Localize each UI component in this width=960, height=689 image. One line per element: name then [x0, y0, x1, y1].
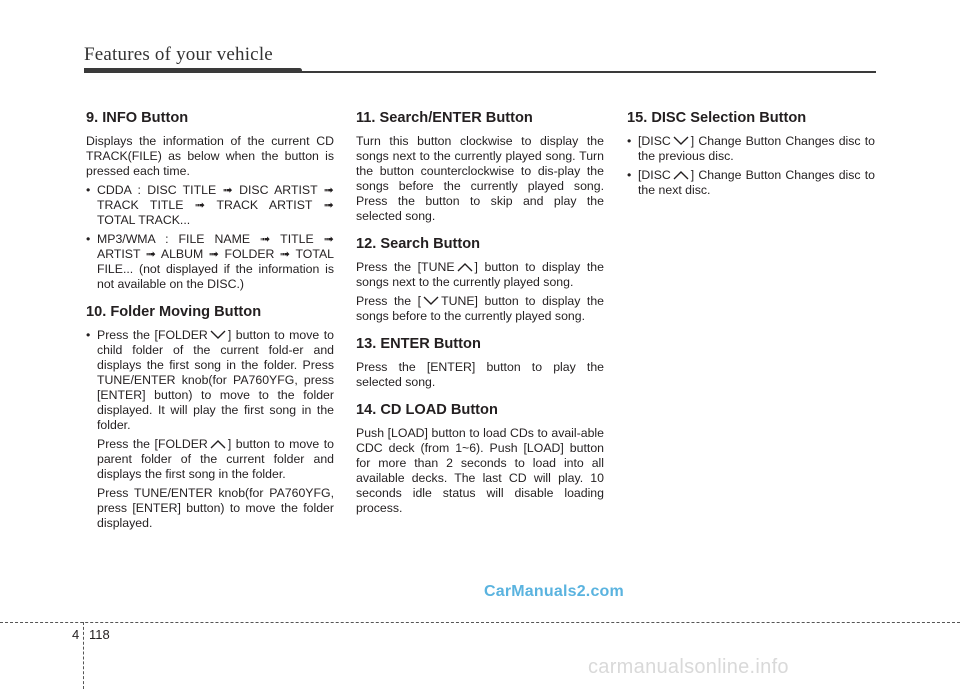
footer-divider	[83, 622, 84, 689]
section-15-bullet-prev-post: ] Change Button Changes disc to the previous disc.	[638, 134, 875, 163]
section-12-para-2	[356, 294, 604, 324]
section-15-bullet-prev	[627, 134, 875, 164]
column-3	[627, 110, 875, 202]
chevron-down-icon	[209, 330, 227, 340]
section-10-title: 10. Folder Moving Button	[86, 304, 262, 320]
section-15-bullet-next-pre: [DISC	[638, 168, 671, 182]
section-9-list	[86, 183, 334, 292]
section-10-bullet-post: ] button to move to child folder of the current fold-er and displays the first song in the folder. Press TUNE/ENTER knob(for PA760YFG, press [ENTER] button) to move to the folder displayed. It will play the first song in the folder.	[97, 328, 335, 432]
chevron-down-icon	[422, 296, 440, 306]
section-11-title: 11. Search/ENTER Button	[356, 110, 533, 126]
section-15-bullet-next	[627, 168, 875, 198]
section-10-list	[86, 328, 334, 433]
section-10-bullet-pre: Press the [FOLDER	[97, 328, 208, 342]
section-13-text: Press the [ENTER] button to play the selected song.	[356, 360, 604, 389]
header-rule-thin	[296, 71, 876, 73]
section-15-bullet-next-post: ] Change Button Changes disc to the next disc.	[638, 168, 875, 197]
footer-page-number: 118	[89, 627, 110, 642]
section-12-title: 12. Search Button	[356, 236, 481, 252]
section-10-bullet	[86, 328, 334, 433]
section-9-intro: Displays the information of the current CD TRACK(FILE) as below when the button is pressed each time.	[86, 134, 334, 178]
chevron-up-icon	[209, 439, 227, 449]
section-15-title: 15. DISC Selection Button	[627, 110, 807, 126]
section-12-para-1	[356, 260, 604, 290]
section-10-para-2-post: ] button to move to parent folder of the current folder and displays the first song in the folder.	[97, 437, 335, 481]
chevron-up-icon	[456, 262, 474, 272]
section-14-title: 14. CD LOAD Button	[356, 402, 498, 418]
section-9-bullet-mp3: • MP3/WMA : FILE NAME ➟ TITLE ➟ ARTIST ➟ ALBUM ➟ FOLDER ➟ TOTAL FILE... (not displayed if the information is not available on the DISC.)	[86, 232, 334, 292]
chevron-up-icon	[672, 170, 690, 180]
page-header-title: Features of your vehicle	[84, 44, 273, 65]
section-14-text: Push [LOAD] button to load CDs to avail-able CDC deck (from 1~6). Push [LOAD] button for more than 2 seconds to load into all available decks. The last CD will play. 10 seconds idle status will disable loading process.	[356, 426, 604, 515]
section-9-bullet-cdda: • CDDA : DISC TITLE ➟ DISC ARTIST ➟ TRACK TITLE ➟ TRACK ARTIST ➟ TOTAL TRACK...	[86, 183, 334, 228]
section-15-list	[627, 134, 875, 198]
section-12-para-2-post: TUNE] button to display the songs before to the currently played song.	[356, 294, 604, 323]
section-12-para-1-post: ] button to display the songs next to the currently played song.	[356, 260, 604, 289]
section-15-bullet-prev-pre: [DISC	[638, 134, 671, 148]
section-11-text: Turn this button clockwise to display the songs next to the currently played song. Turn the button counterclockwise to dis-play the songs before the currently played song. Press the button to skip and play the selected song.	[356, 134, 604, 223]
bottom-watermark: carmanualsonline.info	[588, 656, 789, 678]
column-1	[86, 110, 334, 535]
section-12-para-2-pre: Press the [	[356, 294, 422, 308]
chevron-down-icon	[672, 136, 690, 146]
watermark-link[interactable]: CarManuals2.com	[484, 583, 624, 600]
section-12-para-1-pre: Press the [TUNE	[356, 260, 455, 274]
footer-rule	[0, 622, 960, 623]
column-2	[356, 110, 604, 520]
footer-chapter-number: 4	[72, 627, 80, 642]
section-10-para-2-pre: Press the [FOLDER	[97, 437, 208, 451]
section-13-title: 13. ENTER Button	[356, 336, 481, 352]
section-10-para-2	[86, 437, 334, 482]
header-rule-thick	[84, 68, 302, 73]
section-9-title: 9. INFO Button	[86, 110, 189, 126]
section-10-para-3: Press TUNE/ENTER knob(for PA760YFG, press [ENTER] button) to move the folder displayed.	[97, 486, 334, 530]
